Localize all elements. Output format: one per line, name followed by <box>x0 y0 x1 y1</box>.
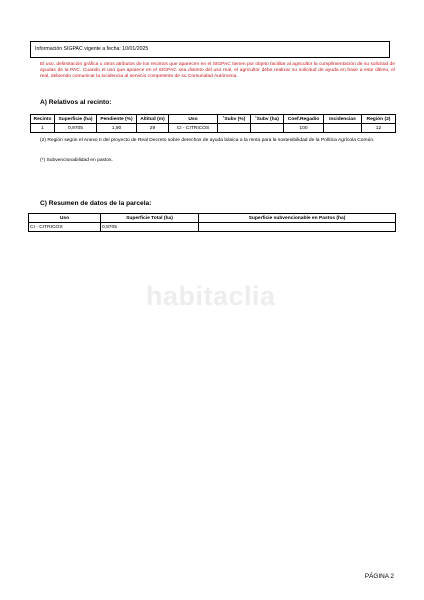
table-row <box>31 124 396 133</box>
cell-superficie-pastos <box>199 223 396 232</box>
cell-superficie: 0,9705 <box>55 124 97 133</box>
cell-subv-ha <box>251 124 284 133</box>
header-altitud: Altitud (m) <box>137 115 169 124</box>
section-a-title: A) Relativos al recinto: <box>40 99 112 106</box>
cell-incidencias <box>324 124 362 133</box>
parcela-summary-table <box>28 213 396 232</box>
sigpac-warning-text: El uso, delimitación gráfica u otros atributos de los recintos que aparecen en el SIGPAC tienen por objeto facilitar al agricultor la cumplimentación de su solicitud de ayudas de la PAC. Cuando el uso que aparece en el SIGPAC sea distinto del uso real, el agricultor debe realizar su solicitud de ayuda en base a este último, el real, debiendo comunicar la incidencia al servicio competente de su Comunidad Autónoma. <box>40 62 395 80</box>
header-region: Región (2) <box>362 115 396 124</box>
cell-uso: CI - CITRICOS <box>29 223 101 232</box>
info-date-text: Información SIGPAC vigente a fecha: 10/01/2025 <box>35 46 149 52</box>
cell-altitud: 29 <box>137 124 169 133</box>
table-row <box>29 223 396 232</box>
recinto-table <box>30 114 396 133</box>
header-incidencias: Incidencias <box>324 115 362 124</box>
info-box <box>30 41 390 58</box>
cell-recinto: 1 <box>31 124 55 133</box>
header-coef-regadio: Coef.Regadío <box>284 115 324 124</box>
cell-pendiente: 1,90 <box>97 124 137 133</box>
cell-superficie-total: 0,9705 <box>101 223 199 232</box>
header-uso: Uso <box>29 214 101 223</box>
cell-subv-pct <box>218 124 251 133</box>
header-superficie-pastos: Superficie subvencionable en Pastos (ha) <box>199 214 396 223</box>
header-subv-pct: ˚Subv (%) <box>218 115 251 124</box>
section-c-title: C) Resumen de datos de la parcela: <box>40 200 152 207</box>
header-superficie: Superficie (ha) <box>55 115 97 124</box>
cell-uso: CI - CITRICOS <box>169 124 218 133</box>
summary-header-row <box>29 214 396 223</box>
watermark-logo: habitaclia <box>146 281 276 311</box>
header-superficie-total: Superficie Total (ha) <box>101 214 199 223</box>
header-recinto: Recinto <box>31 115 55 124</box>
header-subv-ha: ˚Subv (ha) <box>251 115 284 124</box>
cell-region: 12 <box>362 124 396 133</box>
page-number: PÁGINA 2 <box>364 573 394 580</box>
cell-coef-regadio: 100 <box>284 124 324 133</box>
region-note: (2) Región según el Anexo II del proyecto de Real Decreto sobre derechos de ayuda básica a la renta para la sostenibilidad de la Política Agrícola Común. <box>40 138 375 143</box>
header-pendiente: Pendiente (%) <box>97 115 137 124</box>
header-uso: Uso <box>169 115 218 124</box>
subv-note: (*) Subvencionabilidad en pastos. <box>40 158 113 163</box>
recinto-header-row <box>31 115 396 124</box>
